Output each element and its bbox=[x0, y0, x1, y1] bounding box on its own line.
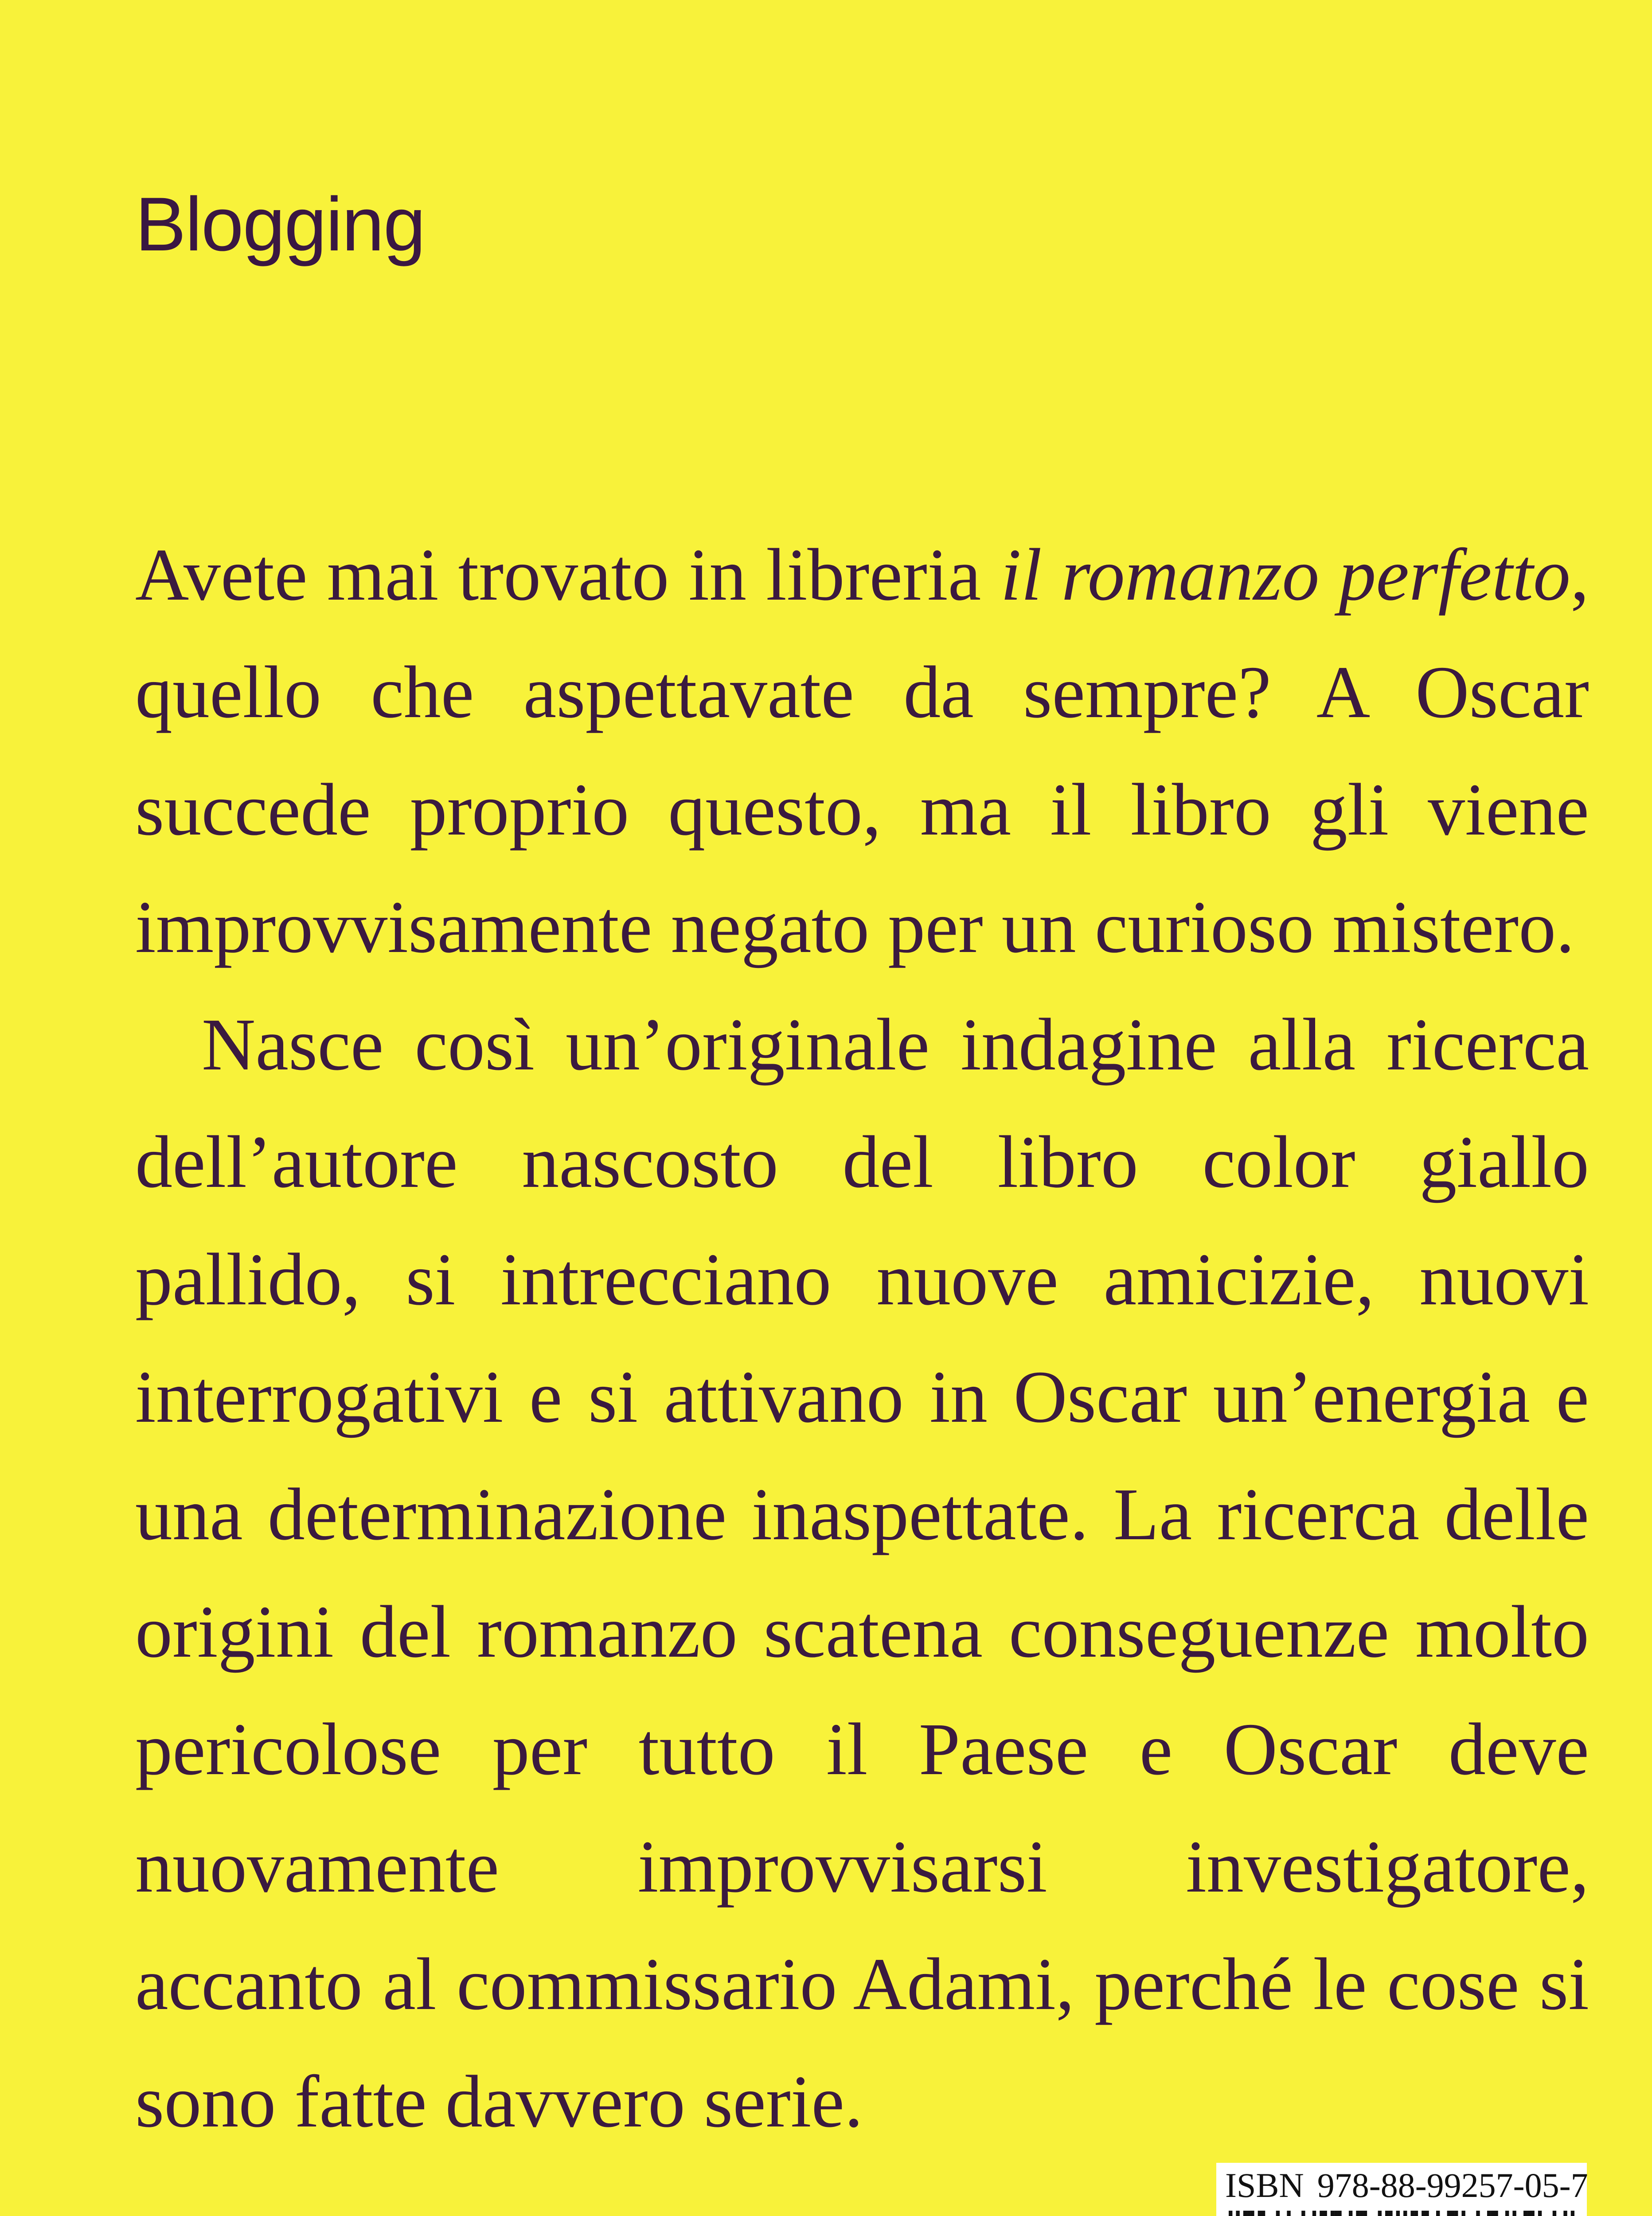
blurb-paragraph-2: Nasce così un’originale indagine alla ricerca dell’autore nascosto del libro color giallo pallido, si intrecciano nuove amicizie, nuovi interrogativi e si attivano in Oscar un’energia e una determinazione inaspettate. La ricerca delle origini del romanzo scatena conseguenze molto pericolose per tutto il Paese e Oscar deve nuovamente improvvisarsi investigatore, accanto al commissario Adami, perché le cose si sono fatte davvero serie. bbox=[135, 1003, 1589, 2143]
barcode-bar bbox=[1378, 2211, 1382, 2216]
barcode-bar bbox=[1250, 2211, 1254, 2216]
barcode-bar bbox=[1323, 2211, 1327, 2216]
blurb-p1-end: , quello che aspettavate da sempre? A Oscar succede proprio questo, ma il libro gli viene improvvisamente negato per un curioso mistero. bbox=[135, 534, 1589, 968]
barcode-bar bbox=[1320, 2211, 1323, 2216]
barcode-bar bbox=[1563, 2211, 1567, 2216]
barcode-bar bbox=[1276, 2211, 1280, 2216]
isbn-number: 978-88-99257-05-7 bbox=[1317, 2166, 1588, 2204]
barcode-bar bbox=[1523, 2211, 1527, 2216]
barcode-bar bbox=[1247, 2211, 1250, 2216]
barcode-bar bbox=[1356, 2211, 1359, 2216]
barcode-bar bbox=[1331, 2211, 1334, 2216]
barcode-bar bbox=[1363, 2211, 1367, 2216]
barcode-bar bbox=[1334, 2211, 1338, 2216]
barcode-bar bbox=[1261, 2211, 1265, 2216]
barcode-bar bbox=[1403, 2211, 1407, 2216]
isbn-label bbox=[1225, 2166, 1588, 2204]
barcode-bar bbox=[1553, 2211, 1556, 2216]
barcode-bar bbox=[1436, 2211, 1440, 2216]
barcode-bar bbox=[1258, 2211, 1261, 2216]
book-title-italic: il romanzo perfetto bbox=[1000, 534, 1570, 616]
barcode-bar bbox=[1451, 2211, 1454, 2216]
barcode-bar bbox=[1527, 2211, 1531, 2216]
barcode-bar bbox=[1505, 2211, 1509, 2216]
barcode-bar bbox=[1396, 2211, 1400, 2216]
back-cover-blurb bbox=[135, 516, 1589, 2161]
blurb-paragraph-1 bbox=[135, 516, 1589, 986]
isbn-prefix: ISBN bbox=[1225, 2166, 1304, 2204]
barcode-bar bbox=[1422, 2211, 1425, 2216]
barcode-bar bbox=[1494, 2211, 1498, 2216]
barcode-bar bbox=[1411, 2211, 1414, 2216]
barcode-bar bbox=[1287, 2211, 1290, 2216]
barcode-bar bbox=[1571, 2211, 1574, 2216]
barcode-bars bbox=[1229, 2211, 1574, 2216]
barcode-bar bbox=[1538, 2211, 1542, 2216]
barcode-bar bbox=[1461, 2211, 1465, 2216]
barcode-bar bbox=[1301, 2211, 1305, 2216]
series-title: Blogging bbox=[135, 182, 425, 267]
barcode-bar bbox=[1243, 2211, 1247, 2216]
isbn-barcode bbox=[1216, 2163, 1587, 2216]
barcode-bar bbox=[1385, 2211, 1389, 2216]
barcode-bar bbox=[1425, 2211, 1429, 2216]
barcode-bar bbox=[1360, 2211, 1363, 2216]
barcode-bar bbox=[1414, 2211, 1418, 2216]
barcode-bar bbox=[1531, 2211, 1534, 2216]
barcode-bar bbox=[1312, 2211, 1316, 2216]
barcode-bar bbox=[1512, 2211, 1516, 2216]
barcode-bar bbox=[1476, 2211, 1480, 2216]
barcode-bar bbox=[1229, 2211, 1232, 2216]
barcode-bar bbox=[1236, 2211, 1239, 2216]
barcode-bar bbox=[1349, 2211, 1352, 2216]
barcode-bar bbox=[1389, 2211, 1392, 2216]
barcode-bar bbox=[1487, 2211, 1491, 2216]
barcode-bar bbox=[1454, 2211, 1458, 2216]
blurb-p1-start: Avete mai trovato in libreria bbox=[135, 534, 1001, 616]
barcode-bar bbox=[1338, 2211, 1341, 2216]
barcode-bar bbox=[1447, 2211, 1451, 2216]
barcode-bar bbox=[1491, 2211, 1494, 2216]
